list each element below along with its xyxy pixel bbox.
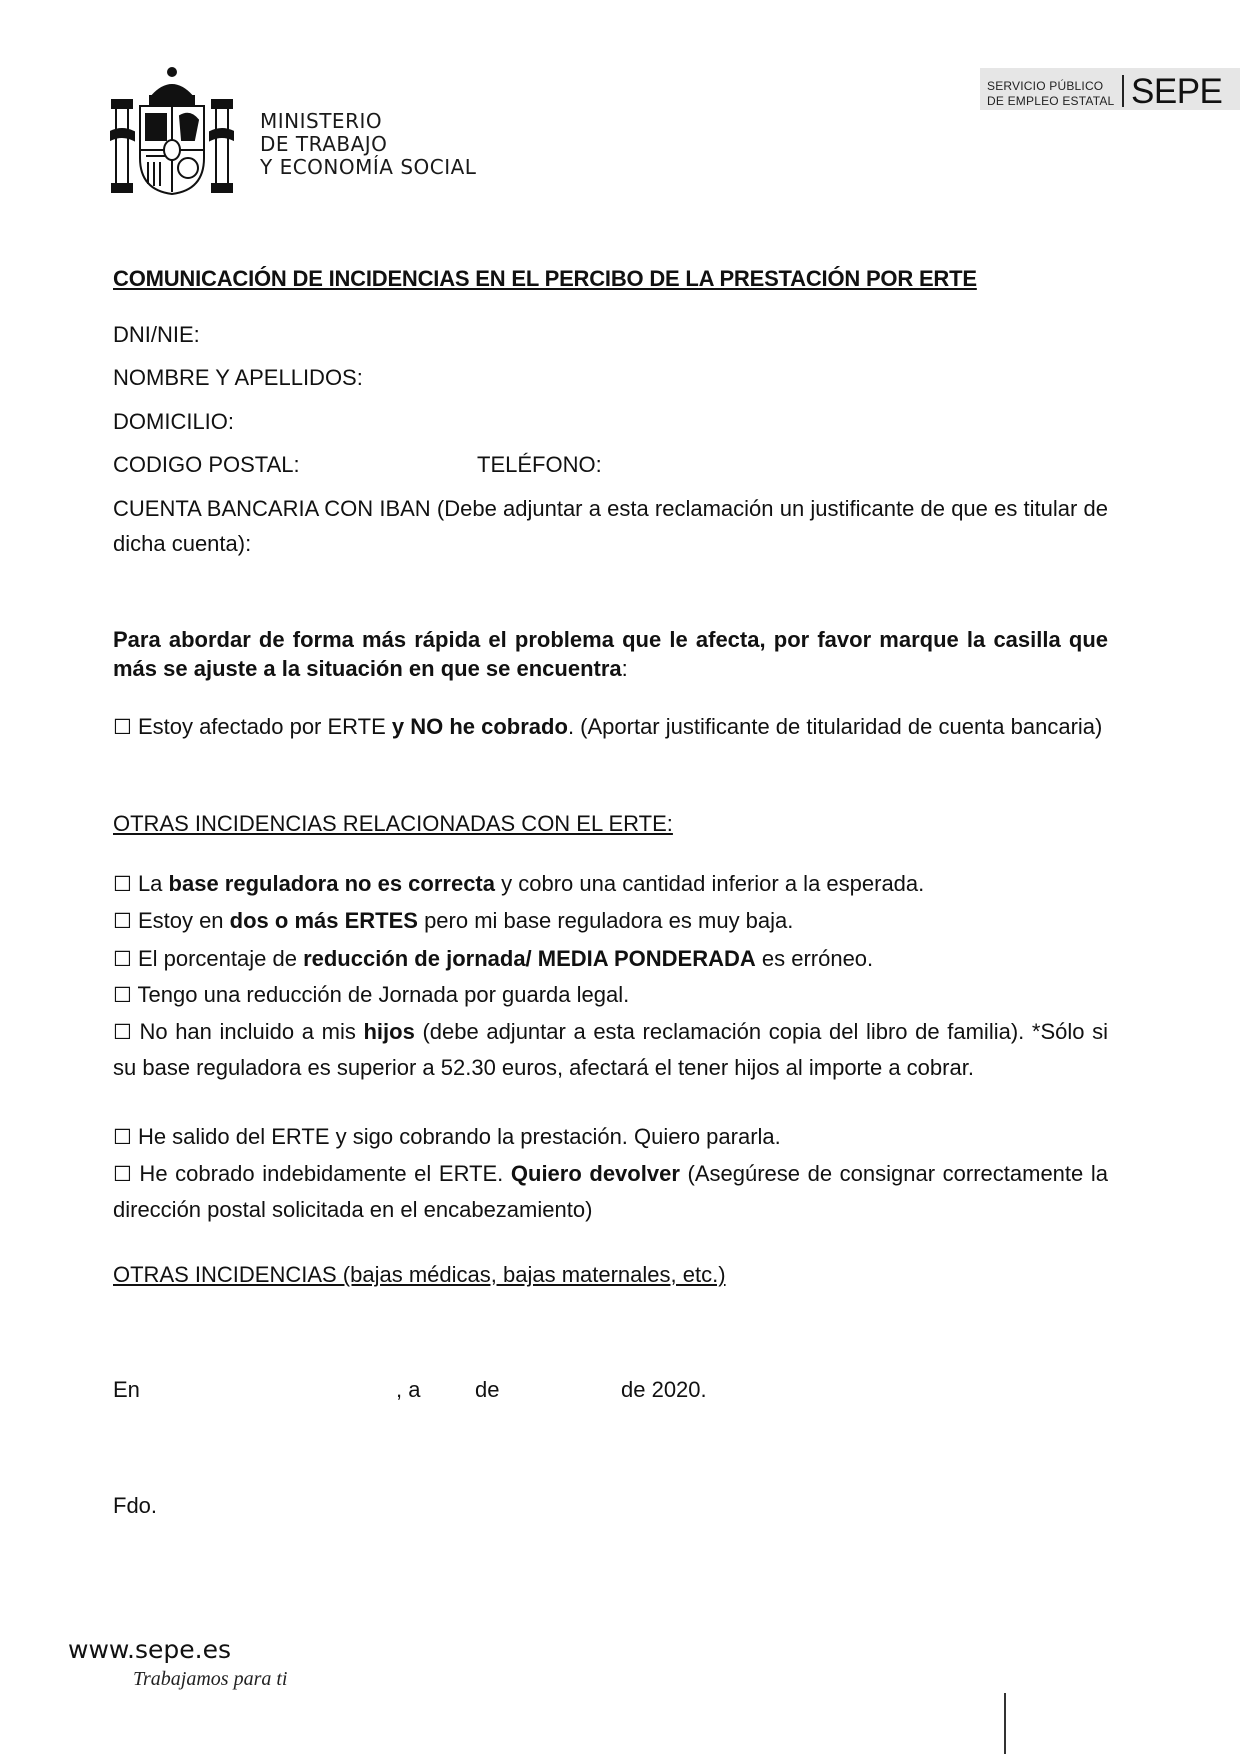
footer-slogan: Trabajamos para ti xyxy=(133,1668,288,1690)
option-text: (Asegúrese de consignar correctamente la dirección postal solicitada en el encabezamiento) xyxy=(113,1161,1108,1222)
date-en: En xyxy=(113,1377,140,1402)
field-postal-code: CODIGO POSTAL: xyxy=(113,452,300,477)
option-devolver[interactable] xyxy=(113,1156,1108,1227)
instructions-tail: : xyxy=(621,656,628,681)
footer-url: www.sepe.es xyxy=(68,1635,232,1664)
checkbox-icon[interactable]: ☐ xyxy=(113,909,132,933)
checkbox-icon[interactable]: ☐ xyxy=(113,1162,132,1186)
option-text-bold: reducción de jornada/ MEDIA PONDERADA xyxy=(303,946,756,971)
option-text: y cobro una cantidad inferior a la esperada. xyxy=(495,871,925,896)
footer-divider xyxy=(1004,1693,1006,1754)
option-not-paid[interactable] xyxy=(113,709,1108,745)
checkbox-icon[interactable]: ☐ xyxy=(113,872,132,896)
option-text-bold: Quiero devolver xyxy=(510,1161,680,1186)
field-dni: DNI/NIE: xyxy=(113,322,200,347)
sepe-logo-text: SEPE xyxy=(1131,72,1223,111)
option-guarda-legal[interactable] xyxy=(113,977,1108,1013)
option-text: El porcentaje de xyxy=(131,946,304,971)
option-text-bold: dos o más ERTES xyxy=(229,908,418,933)
option-text: pero mi base reguladora es muy baja. xyxy=(417,908,794,933)
checkbox-icon[interactable]: ☐ xyxy=(113,715,132,739)
sepe-logo-subtitle xyxy=(987,79,1114,109)
sepe-subtitle-line-1: SERVICIO PÚBLICO xyxy=(987,79,1104,93)
checkbox-icon[interactable]: ☐ xyxy=(113,1020,132,1044)
option-text: Estoy en xyxy=(131,908,230,933)
option-porcentaje[interactable] xyxy=(113,941,1108,977)
checkbox-icon[interactable]: ☐ xyxy=(113,1125,132,1149)
option-base-reguladora[interactable] xyxy=(113,866,1108,902)
checkbox-icon[interactable]: ☐ xyxy=(113,947,132,971)
option-text: La xyxy=(131,871,169,896)
option-text: es erróneo. xyxy=(755,946,874,971)
date-a: , a xyxy=(396,1377,421,1402)
field-name: NOMBRE Y APELLIDOS: xyxy=(113,365,363,390)
instructions xyxy=(113,625,1108,683)
option-text-bold: hijos xyxy=(363,1019,415,1044)
field-bank-account: CUENTA BANCARIA CON IBAN (Debe adjuntar a esta reclamación un justificante de que es titular de dicha cuenta): xyxy=(113,496,1108,556)
instructions-bold: Para abordar de forma más rápida el problema que le afecta, por favor marque la casilla que más se ajuste a la situación en que se encuentra xyxy=(113,627,1108,681)
other-incidents-line: OTRAS INCIDENCIAS (bajas médicas, bajas maternales, etc.) xyxy=(113,1262,726,1287)
option-text: (debe adjuntar a esta reclamación copia del libro de familia). *Sólo si su base reguladora es superior a 52.30 euros, afectará el tener hijos al importe a cobrar. xyxy=(113,1019,1108,1080)
field-address: DOMICILIO: xyxy=(113,409,235,434)
sepe-logo-divider xyxy=(1122,75,1124,107)
document-title: COMUNICACIÓN DE INCIDENCIAS EN EL PERCIBO DE LA PRESTACIÓN POR ERTE xyxy=(113,266,977,291)
date-de: de xyxy=(475,1377,500,1402)
option-text: Tengo una reducción de Jornada por guarda legal. xyxy=(131,982,630,1007)
checkbox-icon[interactable]: ☐ xyxy=(113,983,132,1007)
ministry-line-3: Y ECONOMÍA SOCIAL xyxy=(260,155,477,179)
other-incidents-heading: OTRAS INCIDENCIAS RELACIONADAS CON EL ERTE: xyxy=(113,811,673,836)
field-phone: TELÉFONO: xyxy=(477,452,602,477)
option-text: He cobrado indebidamente el ERTE. xyxy=(131,1161,511,1186)
sepe-subtitle-line-2: DE EMPLEO ESTATAL xyxy=(987,94,1115,108)
option-text-bold: y NO he cobrado xyxy=(391,714,568,739)
option-hijos[interactable] xyxy=(113,1014,1108,1085)
option-text: No han incluido a mis xyxy=(131,1019,364,1044)
option-text: Estoy afectado por ERTE xyxy=(131,714,392,739)
option-salido[interactable] xyxy=(113,1119,1108,1155)
ministry-name xyxy=(260,110,476,179)
option-text: He salido del ERTE y sigo cobrando la prestación. Quiero pararla. xyxy=(131,1124,781,1149)
date-year: de 2020. xyxy=(621,1377,707,1402)
option-multiple-ertes[interactable] xyxy=(113,903,1108,939)
ministry-line-1: MINISTERIO xyxy=(260,109,383,133)
spanish-coat-of-arms-icon xyxy=(110,66,234,196)
option-text: . (Aportar justificante de titularidad de cuenta bancaria) xyxy=(567,714,1103,739)
option-text-bold: base reguladora no es correcta xyxy=(168,871,495,896)
signature-label: Fdo. xyxy=(113,1493,158,1518)
ministry-line-2: DE TRABAJO xyxy=(260,132,388,156)
